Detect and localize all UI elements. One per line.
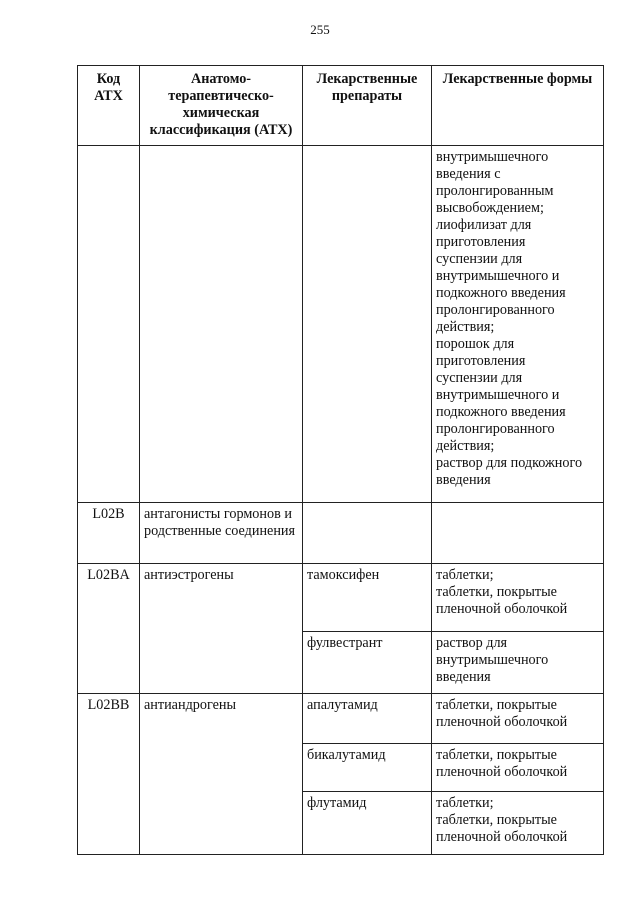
cell-classification: антагонисты гормонов и родственные соединения <box>140 503 303 564</box>
forms-line: пролонгированного <box>436 421 555 437</box>
forms-line: таблетки, покрытые <box>436 812 557 828</box>
forms-line: таблетки; <box>436 567 494 583</box>
forms-line: пленочной оболочкой <box>436 829 568 845</box>
cell-drugs-empty <box>303 503 432 564</box>
forms-line: действия; <box>436 438 495 454</box>
forms-line: пленочной оболочкой <box>436 764 568 780</box>
cell-code-empty <box>78 146 140 503</box>
forms-line: раствор для <box>436 635 508 651</box>
forms-line: подкожного введения <box>436 404 566 420</box>
cell-drug-forms <box>432 694 604 744</box>
forms-line: лиофилизат для <box>436 217 532 233</box>
forms-line: пленочной оболочкой <box>436 601 568 617</box>
cell-forms-empty <box>432 503 604 564</box>
header-drugs: Лекарственные препараты <box>303 66 432 146</box>
cell-drug-name: фулвестрант <box>303 632 432 694</box>
forms-line: пролонгированным <box>436 183 554 199</box>
cell-drug-forms <box>432 632 604 694</box>
cell-code: L02B <box>78 503 140 564</box>
cell-classification: антиэстрогены <box>140 564 303 694</box>
table-header-row <box>78 66 604 146</box>
forms-line: внутримышечного <box>436 149 549 165</box>
table-row-l02b <box>78 503 604 564</box>
cell-code: L02BB <box>78 694 140 855</box>
forms-line: таблетки, покрытые <box>436 747 557 763</box>
forms-line: приготовления <box>436 353 526 369</box>
atx-table <box>77 65 604 855</box>
table-row-l02ba-tamoxifen <box>78 564 604 632</box>
cell-drug-name: апалутамид <box>303 694 432 744</box>
forms-line: введения <box>436 669 491 685</box>
page-number: 255 <box>310 22 330 37</box>
forms-line: пленочной оболочкой <box>436 714 568 730</box>
table-row-continuation <box>78 146 604 503</box>
table-row-l02bb-apalutamide <box>78 694 604 744</box>
cell-drug-forms <box>432 792 604 855</box>
cell-drug-name: тамоксифен <box>303 564 432 632</box>
forms-line: внутримышечного и <box>436 268 560 284</box>
header-forms: Лекарственные формы <box>432 66 604 146</box>
cell-drug-name: флутамид <box>303 792 432 855</box>
forms-line: высвобождением; <box>436 200 544 216</box>
cell-code: L02BA <box>78 564 140 694</box>
forms-line: суспензии для <box>436 370 523 386</box>
cell-drug-forms <box>432 744 604 792</box>
forms-line: таблетки; <box>436 795 494 811</box>
forms-line: внутримышечного <box>436 652 549 668</box>
cell-drug-name: бикалутамид <box>303 744 432 792</box>
forms-line: введения с <box>436 166 501 182</box>
forms-line: подкожного введения <box>436 285 566 301</box>
cell-classification-empty <box>140 146 303 503</box>
cell-forms-continuation <box>432 146 604 503</box>
cell-classification: антиандрогены <box>140 694 303 855</box>
header-classification: Анатомо-терапевтическо-химическая классификация (АТХ) <box>140 66 303 146</box>
forms-line: введения <box>436 472 491 488</box>
forms-line: таблетки, покрытые <box>436 584 557 600</box>
forms-line: пролонгированного <box>436 302 555 318</box>
forms-line: таблетки, покрытые <box>436 697 557 713</box>
forms-line: внутримышечного и <box>436 387 560 403</box>
cell-drugs-empty <box>303 146 432 503</box>
forms-line: приготовления <box>436 234 526 250</box>
header-code: Код АТХ <box>78 66 140 146</box>
cell-drug-forms <box>432 564 604 632</box>
forms-line: раствор для подкожного <box>436 455 583 471</box>
forms-line: действия; <box>436 319 495 335</box>
forms-line: порошок для <box>436 336 515 352</box>
forms-line: суспензии для <box>436 251 523 267</box>
